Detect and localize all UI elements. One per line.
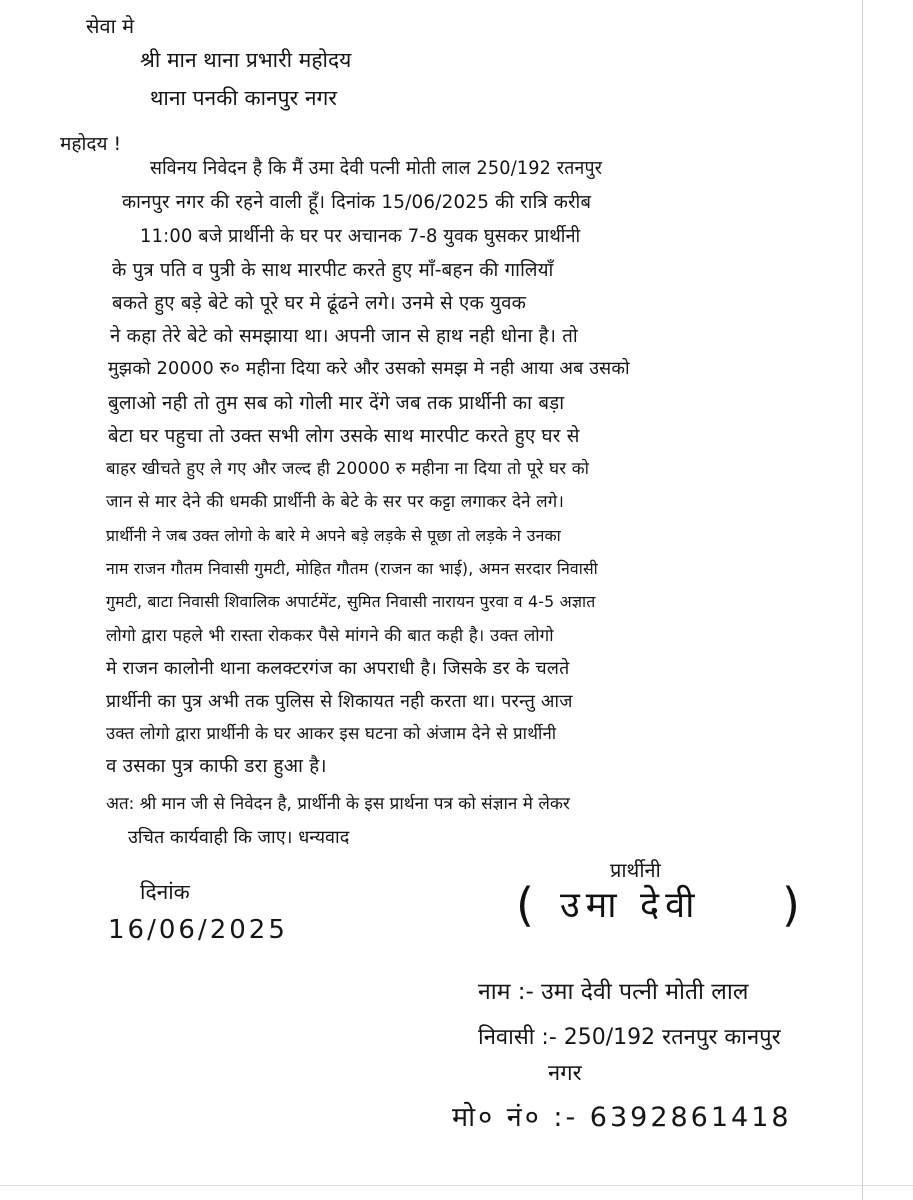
addressee-line-1: श्री मान थाना प्रभारी महोदय [140,48,352,72]
salutation-to: सेवा मे [86,14,135,38]
body-line: 11:00 बजे प्रार्थीनी के घर पर अचानक 7-8 युवक घुसकर प्रार्थीनी [140,225,581,247]
sender-address-line-2: नगर [548,1061,582,1086]
page-edge-bottom [0,1185,913,1186]
date-value: 16/06/2025 [108,915,288,945]
body-line: उक्त लोगो द्वारा प्रार्थीनी के घर आकर इस घटना को अंजाम देने से प्रार्थीनी [106,724,557,744]
sender-address-line-1: निवासी :- 250/192 रतनपुर कानपुर [478,1025,781,1050]
closing-line-2: उचित कार्यवाही कि जाए। धन्यवाद [128,827,350,848]
body-line: कानपुर नगर की रहने वाली हूँ। दिनांक 15/06/2025 की रात्रि करीब [122,191,592,213]
body-line: गुमटी, बाटा निवासी शिवालिक अपार्टमेंट, सुमित निवासी नारायन पुरवा व 4-5 अज्ञात [106,592,596,611]
signature-paren-close: ) [782,878,800,932]
body-line: प्रार्थीनी का पुत्र अभी तक पुलिस से शिकायत नही करता था। परन्तु आज [106,691,573,712]
body-line: व उसका पुत्र काफी डरा हुआ है। [106,755,327,777]
sender-mobile: मो० नं० :- 6392861418 [452,1102,792,1133]
body-line: ने कहा तेरे बेटे को समझाया था। अपनी जान से हाथ नही धोना है। तो [110,325,578,347]
sender-name: नाम :- उमा देवी पत्नी मोती लाल [478,979,749,1005]
body-line: सविनय निवेदन है कि मैं उमा देवी पत्नी मोती लाल 250/192 रतनपुर [150,157,603,179]
page-edge-right [862,0,863,1200]
body-line: जान से मार देने की धमकी प्रार्थीनी के बेटे के सर पर कट्टा लगाकर देने लगे। [106,492,564,512]
signature-name: उमा देवी [560,885,701,926]
date-label: दिनांक [140,880,190,904]
closing-line-1: अत: श्री मान जी से निवेदन है, प्रार्थीनी के इस प्रार्थना पत्र को संज्ञान मे लेकर [106,794,570,814]
addressee-line-2: थाना पनकी कानपुर नगर [150,86,337,110]
body-line: लोगो द्वारा पहले भी रास्ता रोककर पैसे मांगने की बात कही है। उक्त लोगो [106,626,554,646]
body-line: मे राजन कालोनी थाना कलक्टरगंज का अपराधी है। जिसके डर के चलते [106,658,570,679]
body-line: मुझको 20000 रु० महीना दिया करे और उसको समझ मे नही आया अब उसको [108,358,630,379]
body-line: प्रार्थीनी ने जब उक्त लोगो के बारे मे अपने बड़े लड़के से पूछा तो लड़के ने उनका [106,526,561,545]
body-line: बकते हुए बड़े बेटे को पूरे घर मे ढूंढने लगे। उनमे से एक युवक [112,292,527,314]
body-line: के पुत्र पति व पुत्री के साथ मारपीट करते हुए माँ-बहन की गालियाँ [112,259,554,281]
greeting: महोदय ! [60,133,122,155]
signature-label: प्रार्थीनी [610,858,661,882]
body-line: बुलाओ नही तो तुम सब को गोली मार देंगे जब तक प्रार्थीनी का बड़ा [108,392,565,414]
body-line: नाम राजन गौतम निवासी गुमटी, मोहित गौतम (राजन का भाई), अमन सरदार निवासी [106,559,598,578]
body-line: बाहर खीचते हुए ले गए और जल्द ही 20000 रु महीना ना दिया तो पूरे घर को [106,459,590,479]
body-line: बेटा घर पहुचा तो उक्त सभी लोग उसके साथ मारपीट करते हुए घर से [108,425,580,447]
signature-paren-open: ( [516,878,534,932]
